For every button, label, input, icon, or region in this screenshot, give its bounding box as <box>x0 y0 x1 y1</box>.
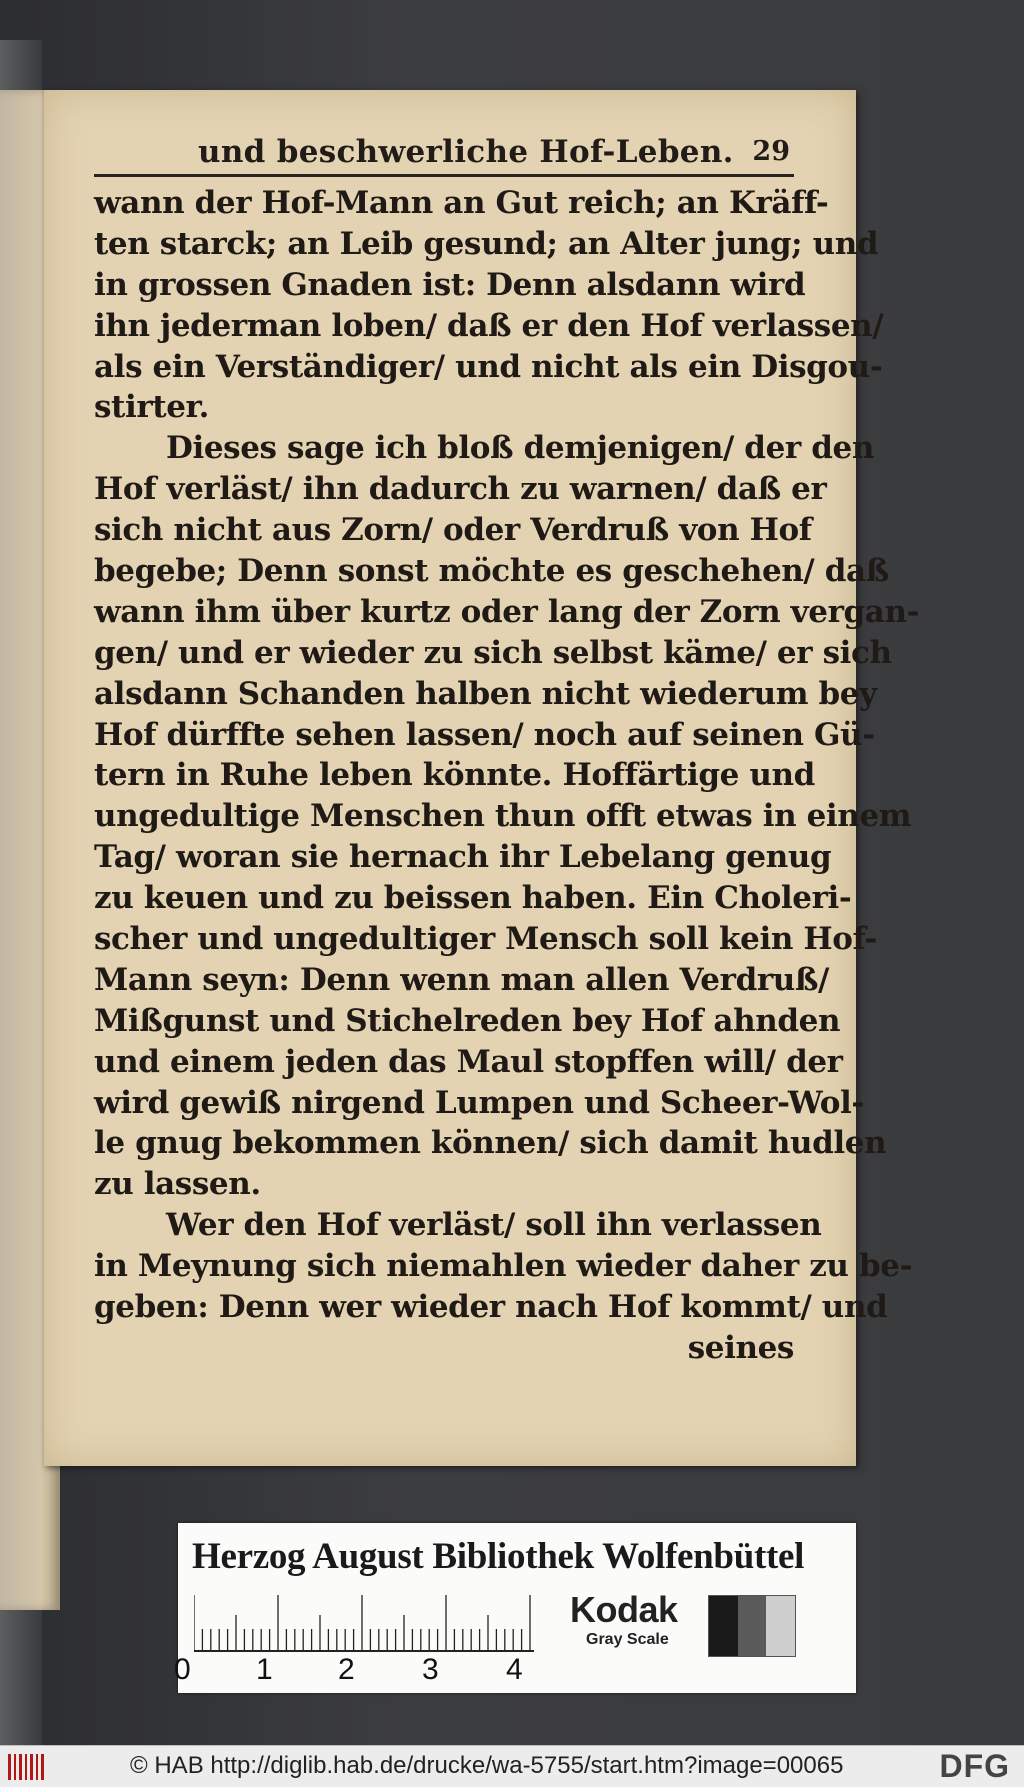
text-line: Wer den Hof verläst/ soll ihn verlassen <box>166 1207 822 1244</box>
text-block <box>94 183 920 1369</box>
text-line: ihn jederman loben/ daß er den Hof verlassen/ <box>94 307 884 344</box>
text-line: stirter. <box>94 389 210 426</box>
glass-plate-reflection <box>0 40 42 1745</box>
ruler-label: 3 <box>422 1653 439 1686</box>
text-line: wann der Hof-Mann an Gut reich; an Kräff- <box>94 185 829 221</box>
barcode-icon <box>8 1754 48 1780</box>
text-line: Mißgunst und Stichelreden bey Hof ahnden <box>94 1002 841 1039</box>
text-line: le gnug bekommen können/ sich damit hudlen <box>94 1125 887 1162</box>
catchword: seines <box>687 1329 794 1366</box>
text-line: ungedultige Menschen thun offt etwas in einem <box>94 798 912 835</box>
text-line: Dieses sage ich bloß demjenigen/ der den <box>166 430 874 467</box>
gray-scale-patches <box>708 1595 796 1657</box>
dfg-logo: DFG <box>939 1748 1010 1784</box>
text-line: geben: Denn wer wieder nach Hof kommt/ und <box>94 1289 888 1326</box>
text-line: wird gewiß nirgend Lumpen und Scheer-Wol- <box>94 1084 864 1121</box>
text-line: Tag/ woran sie hernach ihr Lebelang genug <box>94 839 832 876</box>
text-line: ten starck; an Leib gesund; an Alter jung; und <box>94 225 879 262</box>
text-line: scher und ungedultiger Mensch soll kein Hof- <box>94 921 877 958</box>
text-line: in grossen Gnaden ist: Denn alsdann wird <box>94 266 806 303</box>
kodak-logo: Kodak <box>570 1589 678 1630</box>
ruler-scale <box>194 1593 544 1653</box>
text-line: in Meynung sich niemahlen wieder daher zu be- <box>94 1248 913 1285</box>
ruler-label: 2 <box>338 1653 355 1686</box>
text-line: zu keuen und zu beissen haben. Ein Choleri- <box>94 880 852 917</box>
ruler-label: 4 <box>506 1653 523 1686</box>
page-content <box>94 130 920 1369</box>
color-reference-card <box>174 1523 856 1693</box>
text-line: wann ihm über kurtz oder lang der Zorn vergan- <box>94 593 920 630</box>
text-line: Hof dürffte sehen lassen/ noch auf seinen Gü- <box>94 716 875 753</box>
running-head: und beschwerliche Hof-Leben. <box>198 134 734 170</box>
text-line: sich nicht aus Zorn/ oder Verdruß von Hof <box>94 512 812 549</box>
gray-scale-label: Gray Scale <box>586 1631 669 1648</box>
text-line: als ein Verständiger/ und nicht als ein Disgou- <box>94 348 883 385</box>
gray-patch-light <box>766 1596 795 1656</box>
gray-patch-dark <box>709 1596 738 1656</box>
gray-patch-mid <box>738 1596 767 1656</box>
page-number: 29 <box>752 136 790 167</box>
page-header <box>94 130 794 177</box>
text-line: gen/ und er wieder zu sich selbst käme/ er sich <box>94 634 892 671</box>
text-line: tern in Ruhe leben könnte. Hoffärtige und <box>94 757 815 794</box>
text-line: und einem jeden das Maul stopffen will/ der <box>94 1043 843 1080</box>
book-page <box>44 90 920 1466</box>
text-line: begebe; Denn sonst möchte es geschehen/ daß <box>94 553 889 590</box>
source-citation[interactable]: © HAB http://diglib.hab.de/drucke/wa-5755/start.htm?image=00065 <box>130 1752 844 1779</box>
ruler-label: 0 <box>174 1653 191 1686</box>
text-line: alsdann Schanden halben nicht wiederum bey <box>94 675 877 712</box>
text-line: zu lassen. <box>94 1166 261 1203</box>
text-line: Hof verläst/ ihn dadurch zu warnen/ daß er <box>94 471 827 508</box>
footer-bar <box>0 1745 1024 1787</box>
card-title: Herzog August Bibliothek Wolfenbüttel <box>192 1536 805 1577</box>
text-line: Mann seyn: Denn wenn man allen Verdruß/ <box>94 961 829 998</box>
ruler-label: 1 <box>256 1653 273 1686</box>
